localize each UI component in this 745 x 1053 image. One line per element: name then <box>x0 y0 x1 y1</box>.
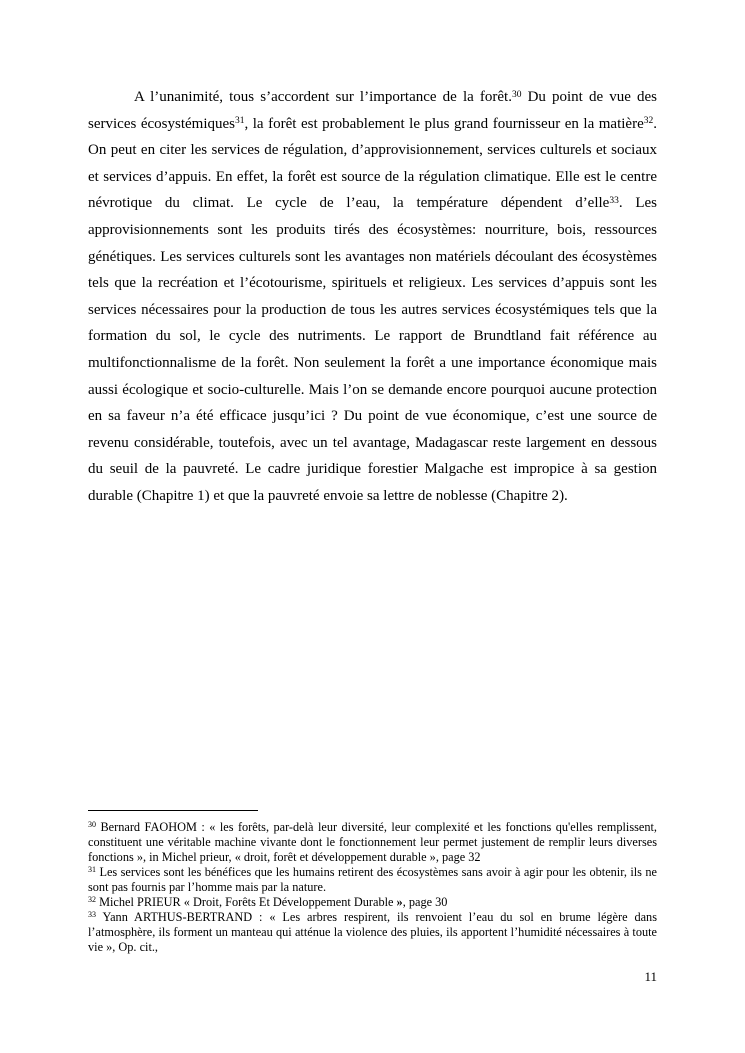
body-paragraph: A l’unanimité, tous s’accordent sur l’importance de la forêt.$^{30}$ Du point de vue des services écosystémiques$^{31}$, la forêt est probablement le plus grand fournisseur en la matière$^{32}$. On peut en citer les services de régulation, d’approvisionnement, services culturels et sociaux et services d’appuis. En effet, la forêt est source de la régulation climatique. Elle est le centre névrotique du climat. Le cycle de l’eau, la température dépendent d’elle$^{33}$. Les approvisionnements sont les produits tirés des écosystèmes: nourriture, bois, ressources génétiques. Les services culturels sont les avantages non matériels découlant des écosystèmes tels que la recréation et l’écotourisme, spirituels et religieux. Les services d’appuis sont les services nécessaires pour la production de tous les autres services écosystémiques tels que la formation du sol, le cycle des nutriments. Le rapport de Brundtland fait référence au multifonctionnalisme de la forêt. Non seulement la forêt a une importance économique mais aussi écologique et socio-culturelle. Mais l’on se demande encore pourquoi aucune protection en sa faveur n’a été efficace jusqu’ici ? Du point de vue économique, c’est une source de revenu considérable, toutefois, avec un tel avantage, Madagascar reste largement en dessous du seuil de la pauvreté. Le cadre juridique forestier Malgache est impropice à sa gestion durable (Chapitre 1) et que la pauvreté envoie sa lettre de noblesse (Chapitre 2). <box>88 89 657 504</box>
body-content <box>88 84 657 510</box>
footnote-item: $^{31}$ Les services sont les bénéfices que les humains retirent des écosystèmes sans avoir à agir pour les obtenir, ils ne sont pas fournis par l’homme mais par la nature. <box>88 865 657 894</box>
footnote-separator <box>88 810 258 811</box>
footnote-marker: 32 <box>88 895 96 905</box>
footnotes-list <box>88 820 657 955</box>
footnote-marker: 30 <box>88 820 96 830</box>
footnote-reference: 32 <box>643 116 654 127</box>
footnote-item: $^{30}$ Bernard FAOHOM : « les forêts, par-delà leur diversité, leur complexité et les fonctions qu'elles remplissent, constituent une véritable machine vivante dont le fonctionnement leur permet justement de remplir leurs diverses fonctions », in Michel prieur, « droit, forêt et développement durable », page 32 <box>88 820 657 864</box>
footnote-marker: 31 <box>88 865 96 875</box>
footnote-item: $^{33}$ Yann ARTHUS-BERTRAND : « Les arbres respirent, ils renvoient l’eau du sol en brume légère dans l’atmosphère, ils forment un manteau qui atténue la violence des pluies, ils apportent l’humidité nécessaires à toute vie », Op. cit., <box>88 910 657 954</box>
footnote-reference: 31 <box>234 116 245 127</box>
footnotes-section <box>88 810 657 955</box>
footnote-marker: 33 <box>88 910 96 920</box>
footnote-reference: 33 <box>609 196 619 207</box>
footnote-item: $^{32}$ Michel PRIEUR « Droit, Forêts Et Développement Durable », page 30 <box>88 895 448 909</box>
page-number: 11 <box>644 969 657 984</box>
footnote-reference: 30 <box>511 89 522 100</box>
